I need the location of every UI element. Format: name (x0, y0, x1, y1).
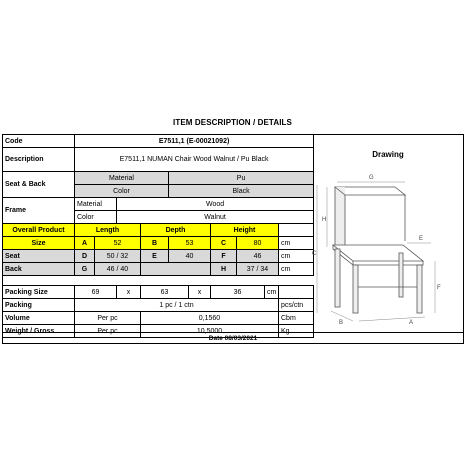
dim-b-letter: B (141, 237, 169, 250)
drawing-panel (313, 134, 464, 344)
frame-color-label: Color (75, 211, 117, 224)
dim-e-value: 40 (169, 250, 211, 263)
drawing-dim-g: G (369, 175, 374, 181)
dims-unit: cm (279, 237, 314, 250)
volume-row (3, 312, 314, 325)
dim-g-letter: G (75, 263, 95, 276)
packing-row (3, 299, 314, 312)
frame-material-row (3, 198, 314, 211)
seat-unit: cm (279, 250, 314, 263)
weight-per: Per pc (75, 325, 141, 338)
description-value: E7511,1 NUMAN Chair Wood Walnut / Pu Black (75, 148, 314, 172)
dims-size-row (3, 237, 314, 250)
packing-size-x2: x (189, 286, 211, 299)
frame-label: Frame (3, 198, 75, 224)
dim-e-letter: E (141, 250, 169, 263)
chair-outline (333, 187, 423, 313)
frame-material-label: Material (75, 198, 117, 211)
dim-h-letter: H (211, 263, 237, 276)
weight-label: Weight / Gross (3, 325, 75, 338)
dim-f-letter: F (211, 250, 237, 263)
dim-c-value: 80 (237, 237, 279, 250)
seat-material-row (3, 172, 314, 185)
seat-material-label: Material (75, 172, 169, 185)
back-label: Back (3, 263, 75, 276)
date-row: Date 08/03/2021 (2, 332, 464, 344)
dims-header-row (3, 224, 314, 237)
packing-size-v2: 63 (141, 286, 189, 299)
packing-size-row (3, 286, 314, 299)
dim-d-value: 50 / 32 (95, 250, 141, 263)
dim-d-letter: D (75, 250, 95, 263)
seat-color-label: Color (75, 185, 169, 198)
sheet-title: ITEM DESCRIPTION / DETAILS (173, 118, 292, 127)
volume-label: Volume (3, 312, 75, 325)
dim-a-letter: A (75, 237, 95, 250)
drawing-label: Drawing (372, 150, 404, 159)
dim-b-value: 53 (169, 237, 211, 250)
packing-size-unit: cm (265, 286, 279, 299)
back-dims-row (3, 263, 314, 276)
description-label: Description (3, 148, 75, 172)
frame-material-value: Wood (117, 198, 314, 211)
chair-drawing (313, 165, 464, 325)
drawing-dim-b: B (339, 320, 344, 326)
code-label: Code (3, 135, 75, 148)
packing-value: 1 pc / 1 ctn (75, 299, 279, 312)
weight-unit: Kg (279, 325, 314, 338)
dim-c-letter: C (211, 237, 237, 250)
seat-back-label: Seat & Back (3, 172, 75, 198)
dim-a-value: 52 (95, 237, 141, 250)
drawing-dim-f: F (437, 285, 441, 291)
depth-header: Depth (141, 224, 211, 237)
spec-table (2, 134, 314, 338)
dim-g-value: 46 / 40 (95, 263, 141, 276)
packing-size-x1: x (117, 286, 141, 299)
weight-value: 10,5000 (141, 325, 279, 338)
frame-color-value: Walnut (117, 211, 314, 224)
dim-f-value: 46 (237, 250, 279, 263)
drawing-dim-h: H (322, 217, 327, 223)
packing-size-v3: 36 (211, 286, 265, 299)
code-value: E7511,1 (E-00021092) (75, 135, 314, 148)
volume-unit: Cbm (279, 312, 314, 325)
spacer-row (3, 276, 314, 286)
back-unit: cm (279, 263, 314, 276)
packing-size-label: Packing Size (3, 286, 75, 299)
dim-h-value: 37 / 34 (237, 263, 279, 276)
length-header: Length (75, 224, 141, 237)
packing-label: Packing (3, 299, 75, 312)
packing-size-v1: 69 (75, 286, 117, 299)
drawing-dim-a: A (409, 320, 414, 326)
code-row (3, 135, 314, 148)
size-label: Size (3, 237, 75, 250)
packing-unit: pcs/ctn (279, 299, 314, 312)
description-row (3, 148, 314, 172)
volume-value: 0,1560 (141, 312, 279, 325)
drawing-dim-e: E (419, 236, 424, 242)
seat-color-value: Black (169, 185, 314, 198)
seat-material-value: Pu (169, 172, 314, 185)
drawing-dim-c: C (312, 251, 317, 257)
seat-dims-row (3, 250, 314, 263)
volume-per: Per pc (75, 312, 141, 325)
height-header: Height (211, 224, 279, 237)
overall-product-label: Overall Product (3, 224, 75, 237)
seat-label: Seat (3, 250, 75, 263)
